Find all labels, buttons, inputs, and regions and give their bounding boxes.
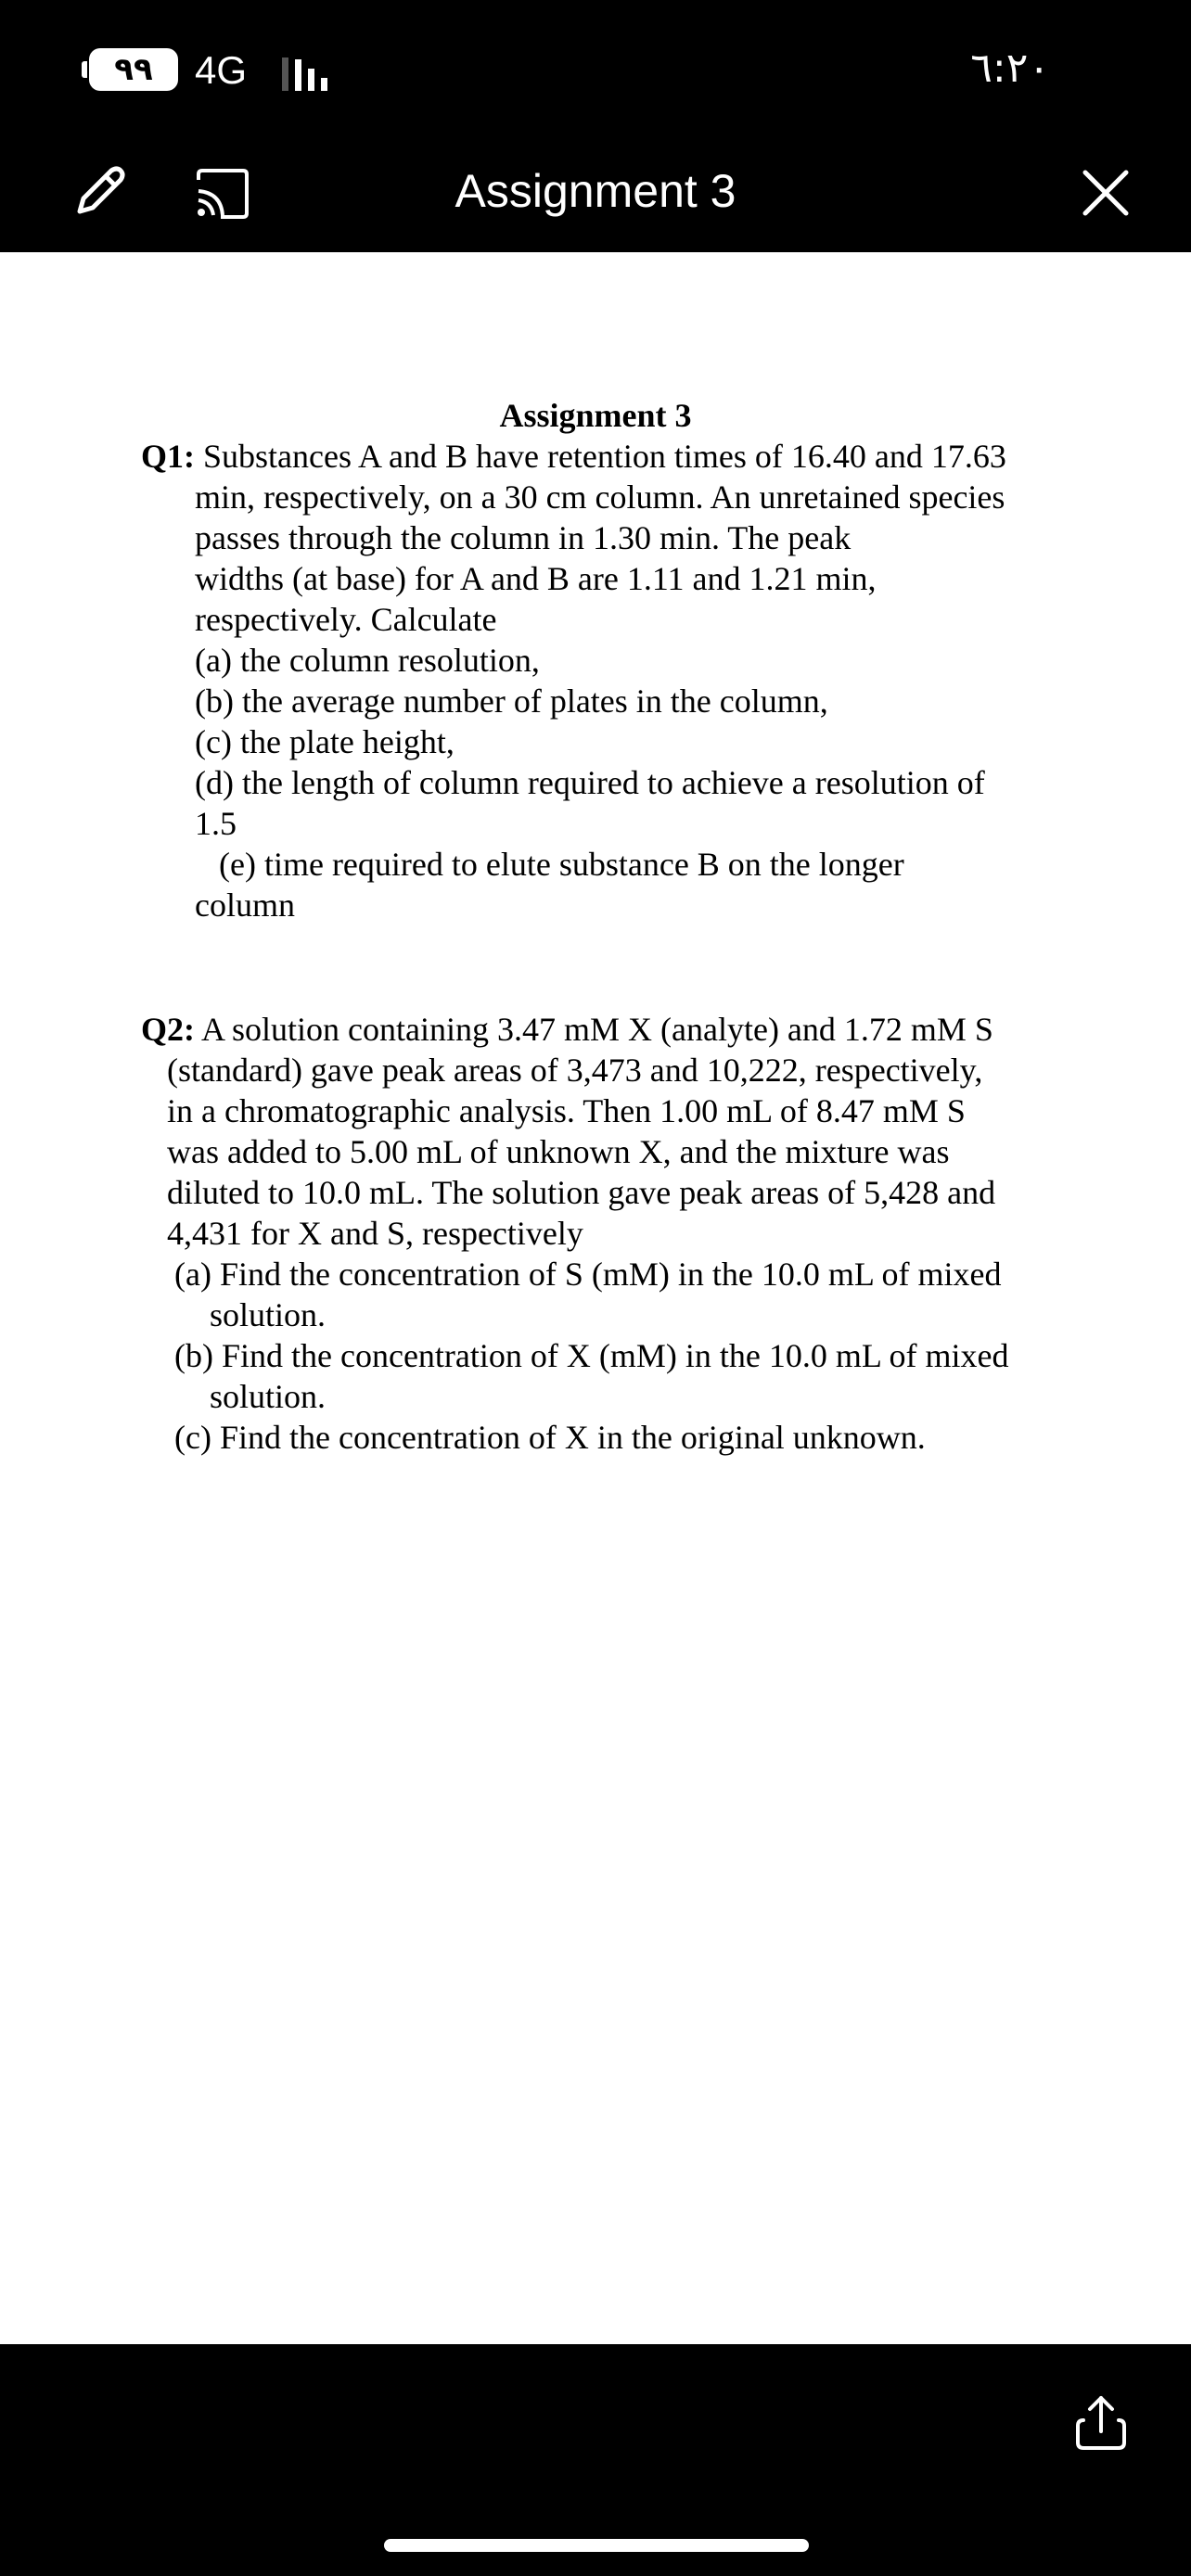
battery-tip <box>82 61 87 78</box>
q2-line: diluted to 10.0 mL. The solution gave peak areas of 5,428 and <box>167 1174 996 1211</box>
home-indicator[interactable] <box>384 2539 809 2552</box>
signal-bars-icon <box>282 54 338 91</box>
status-bar <box>0 0 1191 139</box>
q1-line: column <box>195 886 295 924</box>
q1-text: Substances A and B have retention times of 16.40 and 17.63 <box>195 438 1006 475</box>
bottom-toolbar <box>0 2344 1191 2576</box>
network-type: 4G <box>195 48 248 92</box>
q2-line: in a chromatographic analysis. Then 1.00 mL of 8.47 mM S <box>167 1092 966 1129</box>
q2-part-c: (c) Find the concentration of X in the original unknown. <box>174 1419 926 1456</box>
q1-line: widths (at base) for A and B are 1.11 and 1.21 min, <box>195 560 877 597</box>
battery-indicator: ٩٩ <box>89 48 178 91</box>
q2-text: A solution containing 3.47 mM X (analyte) and 1.72 mM S <box>195 1011 993 1048</box>
q2-part-b: (b) Find the concentration of X (mM) in the 10.0 mL of mixed <box>174 1337 1009 1374</box>
q2-line: was added to 5.00 mL of unknown X, and the mixture was <box>167 1133 950 1170</box>
clock: ٦:٢٠ <box>970 45 1050 92</box>
q2-label: Q2: <box>141 1011 195 1048</box>
q1-line: respectively. Calculate <box>195 601 497 638</box>
q1-part-d: (d) the length of column required to achieve a resolution of <box>195 764 985 801</box>
q2-line: solution. <box>210 1296 327 1333</box>
q2-line: (standard) gave peak areas of 3,473 and 10,222, respectively, <box>167 1052 983 1089</box>
q1-line: passes through the column in 1.30 min. The peak <box>195 519 852 556</box>
q1-line <box>141 436 1006 477</box>
q1-part-c: (c) the plate height, <box>195 723 455 760</box>
q2-line <box>141 1009 993 1050</box>
share-icon[interactable] <box>1070 2392 1132 2454</box>
q1-label: Q1: <box>141 438 195 475</box>
q1-part-b: (b) the average number of plates in the column, <box>195 682 828 720</box>
page-heading: Assignment 3 <box>499 397 692 434</box>
document-title: Assignment 3 <box>455 165 736 217</box>
q2-line: solution. <box>210 1378 327 1415</box>
q1-part-e: (e) time required to elute substance B on the longer <box>219 846 904 883</box>
title-bar <box>0 139 1191 252</box>
q2-part-a: (a) Find the concentration of S (mM) in the 10.0 mL of mixed <box>174 1256 1002 1293</box>
q1-line: min, respectively, on a 30 cm column. An unretained species <box>195 478 1005 516</box>
close-icon[interactable] <box>1080 167 1132 219</box>
document-page[interactable] <box>0 252 1191 2344</box>
q1-part-a: (a) the column resolution, <box>195 642 540 679</box>
q2-line: 4,431 for X and S, respectively <box>167 1215 583 1252</box>
q1-line: 1.5 <box>195 805 237 842</box>
